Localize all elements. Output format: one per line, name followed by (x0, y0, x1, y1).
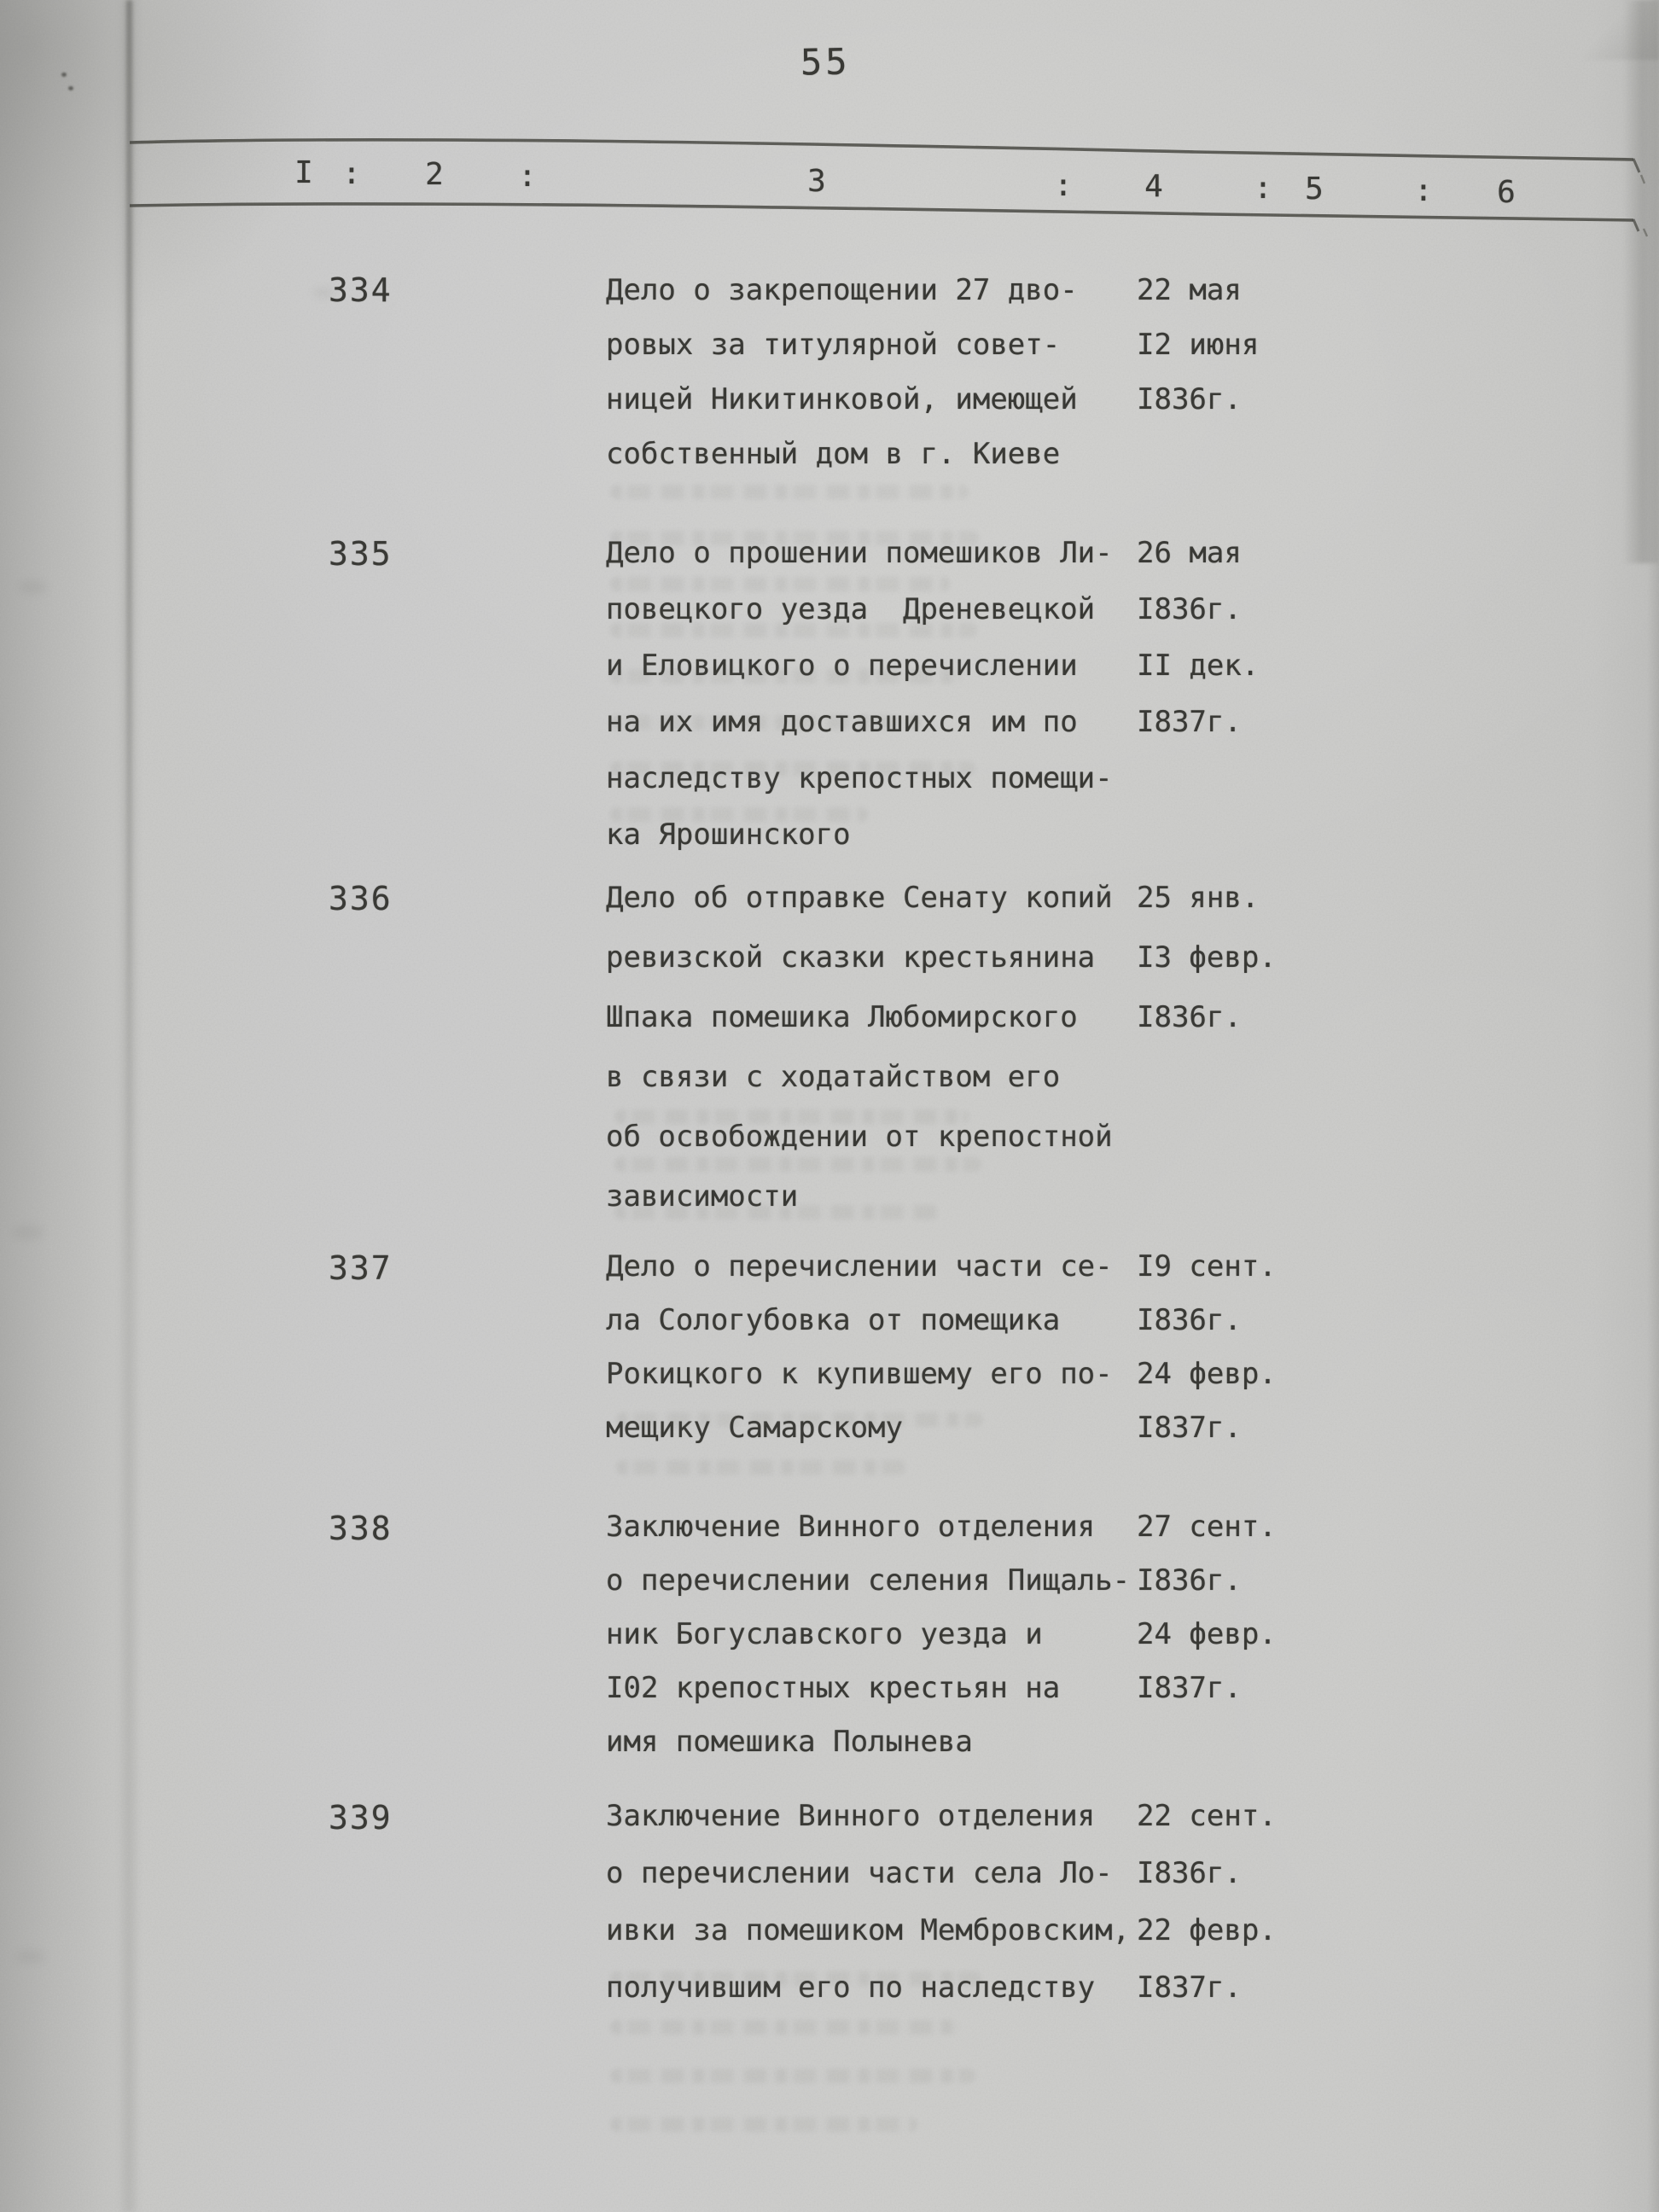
column-header: : (1254, 171, 1272, 207)
bleed-through-line (614, 1157, 981, 1172)
bleed-through-line (610, 761, 975, 776)
bleed-through-line (610, 623, 977, 637)
entry-description-line: собственный дом в г. Киеве (606, 437, 1061, 471)
entry-description-line: Заключение Винного отделения (606, 1510, 1096, 1544)
ink-speck (68, 86, 73, 90)
entry-date-line: 24 февр. (1137, 1617, 1277, 1651)
entry-date-line: 22 сент. (1137, 1799, 1277, 1833)
bleed-through-line (610, 2020, 960, 2034)
entry-description-line: об освобождении от крепостной (606, 1120, 1113, 1154)
page-right-edge-shade (1647, 0, 1659, 2212)
entry-date-line: 27 сент. (1137, 1510, 1277, 1544)
entry-description-line: на их имя доставшихся им по (606, 705, 1078, 739)
entry-number: 335 (329, 535, 393, 573)
entry-description-line: мещику Самарскому (606, 1411, 903, 1445)
entry-description-line: получившим его по наследству (606, 1970, 1096, 2005)
entry-date-line: 22 мая (1137, 273, 1242, 307)
bleed-through-line (610, 807, 868, 822)
bleed-through-line (610, 531, 979, 545)
bleed-through-line (614, 1205, 939, 1220)
margin-smudge (19, 580, 48, 594)
entry-description-line: Рокицкого к купившему его по- (606, 1357, 1113, 1391)
entry-description-line: ревизской сказки крестьянина (606, 940, 1096, 975)
entry-number: 334 (329, 271, 393, 309)
entry-date-line: I3 февр. (1137, 940, 1277, 975)
entry-date-line: I837г. (1137, 1671, 1242, 1705)
entry-description-line: ник Богуславского уезда и (606, 1617, 1043, 1651)
entry-date-line: I837г. (1137, 1411, 1242, 1445)
entry-description-line: Дело об отправке Сенату копий (606, 881, 1113, 915)
entry-date-line: I837г. (1137, 705, 1242, 739)
bleed-through-line (614, 1109, 969, 1124)
bleed-through-line (610, 577, 950, 591)
bleed-through-line (610, 715, 922, 730)
entry-number: 337 (329, 1249, 393, 1287)
bleed-through-line (616, 1412, 983, 1427)
entry-date-line: 26 мая (1137, 536, 1242, 570)
entry-description-line: повецкого уезда Дреневецкой (606, 592, 1096, 626)
column-header: 2 (425, 157, 444, 193)
entry-date-line: 24 февр. (1137, 1357, 1277, 1391)
page-number: 55 (800, 40, 852, 84)
bleed-through-line (610, 485, 969, 499)
entry-number: 339 (329, 1799, 393, 1837)
page-corner-shade (1582, 0, 1659, 60)
entry-description-line: Дело о прошении помешиков Ли- (606, 536, 1113, 570)
fold-crease (126, 0, 132, 1280)
entry-description-line: Дело о перечислении части се- (606, 1249, 1113, 1284)
entry-date-line: I836г. (1137, 592, 1242, 626)
entry-date-line: I836г. (1137, 1856, 1242, 1890)
entry-date-line: 25 янв. (1137, 881, 1260, 915)
column-header: : (342, 155, 361, 191)
entry-number: 338 (329, 1510, 393, 1547)
entry-description-line: о перечислении части села Ло- (606, 1856, 1113, 1890)
column-header: : (1054, 167, 1073, 203)
column-header: I (294, 155, 313, 190)
column-header: 5 (1305, 172, 1324, 207)
margin-smudge (15, 1950, 46, 1964)
entry-date-line: I2 июня (1137, 328, 1260, 362)
column-header: 4 (1144, 169, 1163, 205)
entry-number: 336 (329, 880, 393, 917)
entry-date-line: I836г. (1137, 1000, 1242, 1034)
entry-description-line: зависимости (606, 1179, 799, 1214)
entry-date-line: I836г. (1137, 1563, 1242, 1598)
entry-date-line: I9 сент. (1137, 1249, 1277, 1284)
column-header: : (1414, 173, 1433, 209)
entry-description-line: ивки за помешиком Мембровским, (606, 1913, 1131, 1947)
entry-date-line: I837г. (1137, 1970, 1242, 2005)
entry-date-line: 22 февр. (1137, 1913, 1277, 1947)
bleed-through-line (610, 1971, 981, 1986)
entry-date-line: I836г. (1137, 1303, 1242, 1337)
column-header: 6 (1497, 174, 1516, 210)
entry-date-line: II дек. (1137, 649, 1260, 683)
entry-description-line: ницей Никитинковой, имеющей (606, 382, 1078, 416)
entry-description-line: ла Сологубовка от помещика (606, 1303, 1061, 1337)
entry-description-line: наследству крепостных помещи- (606, 761, 1113, 795)
entry-description-line: Шпака помешика Любомирского (606, 1000, 1078, 1034)
entry-description-line: Заключение Винного отделения (606, 1799, 1096, 1833)
entry-description-line: Дело о закрепощении 27 дво- (606, 273, 1078, 307)
entry-description-line: имя помешика Полынева (606, 1725, 973, 1759)
bleed-through-line (610, 669, 962, 684)
entry-description-line: и Еловицкого о перечислении (606, 649, 1078, 683)
margin-smudge (12, 1225, 44, 1240)
bleed-through-line (610, 2069, 975, 2083)
bleed-through-line (616, 1460, 906, 1475)
entry-date-line: I836г. (1137, 382, 1242, 416)
ink-speck (61, 73, 67, 77)
entry-description-line: ка Ярошинского (606, 818, 851, 852)
entry-description-line: ровых за титулярной совет- (606, 328, 1061, 362)
column-header: : (518, 159, 537, 195)
column-header: 3 (807, 163, 826, 199)
entry-description-line: о перечислении селения Пищаль- (606, 1563, 1131, 1598)
entry-description-line: в связи с ходатайством его (606, 1060, 1061, 1094)
bleed-through-line (610, 2117, 917, 2132)
entry-description-line: I02 крепостных крестьян на (606, 1671, 1061, 1705)
